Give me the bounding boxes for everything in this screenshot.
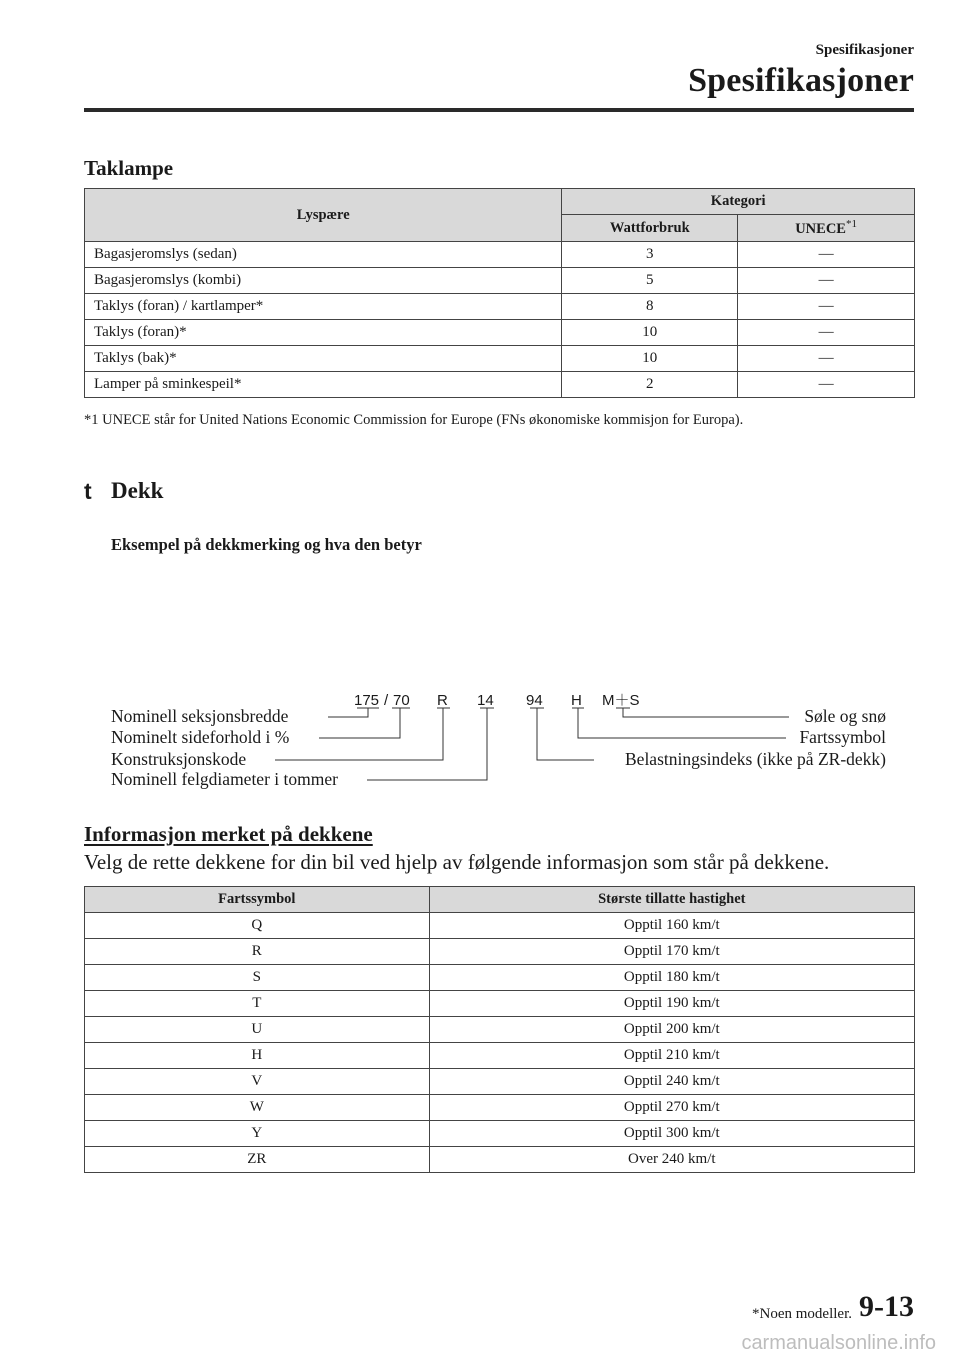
watt-value: 2 (562, 372, 738, 398)
max-speed: Opptil 200 km/t (429, 1017, 914, 1043)
label-load: Belastningsindeks (ikke på ZR-dekk) (625, 749, 886, 769)
code-slash: / (384, 692, 389, 709)
table-row (85, 991, 915, 1017)
max-speed: Opptil 210 km/t (429, 1043, 914, 1069)
table-row (85, 242, 915, 268)
speed-symbol: U (85, 1017, 430, 1043)
speed-symbol: T (85, 991, 430, 1017)
table-row (85, 965, 915, 991)
tire-marking-diagram (0, 680, 960, 790)
code-speed: H (571, 692, 582, 709)
max-speed: Opptil 240 km/t (429, 1069, 914, 1095)
label-speed: Fartssymbol (799, 727, 886, 747)
tire-info-text: Velg de rette dekkene for din bil ved hjelp av følgende informasjon som står på dekkene. (84, 850, 830, 874)
max-speed: Opptil 160 km/t (429, 913, 914, 939)
watt-value: 8 (562, 294, 738, 320)
table-row (85, 939, 915, 965)
dekk-title: Dekk (111, 478, 164, 503)
col-header-speed-symbol: Fartssymbol (85, 887, 430, 913)
leader-lines (275, 708, 789, 780)
table-row (85, 1147, 915, 1173)
unece-footnote: *1 UNECE står for United Nations Economic Commission for Europe (FNs økonomiske kommisjon for Europa). (84, 412, 744, 428)
unece-value: — (738, 320, 915, 346)
table-row (85, 372, 915, 398)
table-row (85, 320, 915, 346)
max-speed: Opptil 190 km/t (429, 991, 914, 1017)
code-ratio: 70 (393, 692, 410, 709)
header-section-title: Spesifikasjoner (688, 62, 914, 99)
speed-symbol: S (85, 965, 430, 991)
table-row (85, 1095, 915, 1121)
col-header-unece-sup: *1 (845, 218, 857, 231)
max-speed: Opptil 170 km/t (429, 939, 914, 965)
code-load: 94 (526, 692, 543, 709)
table-row (85, 1121, 915, 1147)
unece-value: — (738, 372, 915, 398)
speed-symbol: R (85, 939, 430, 965)
tire-example-title: Eksempel på dekkmerking og hva den betyr (111, 535, 422, 554)
label-construction: Konstruksjonskode (111, 749, 247, 769)
unece-value: — (738, 346, 915, 372)
tire-info-title: Informasjon merket på dekkene (84, 822, 373, 846)
table-row (85, 1017, 915, 1043)
max-speed: Over 240 km/t (429, 1147, 914, 1173)
label-diameter: Nominell felgdiameter i tommer (111, 769, 338, 789)
col-header-category: Kategori (562, 189, 915, 215)
code-construction: R (437, 692, 448, 709)
unece-value: — (738, 294, 915, 320)
speed-symbol-table (84, 886, 915, 1173)
col-header-bulb: Lyspære (85, 189, 562, 242)
section-bullet-icon: t (84, 478, 92, 504)
code-ms: M＋S (602, 692, 640, 709)
code-width: 175 (354, 692, 380, 709)
col-header-watt: Wattforbruk (562, 215, 738, 242)
page-number: 9-13 (859, 1290, 914, 1323)
watt-value: 10 (562, 346, 738, 372)
footer-note: *Noen modeller. (752, 1306, 852, 1322)
speed-symbol: Q (85, 913, 430, 939)
table-row (85, 913, 915, 939)
watermark: carmanualsonline.info (741, 1332, 936, 1354)
code-diameter: 14 (477, 692, 494, 709)
bulb-name: Taklys (bak)* (85, 346, 562, 372)
bulb-name: Bagasjeromslys (kombi) (85, 268, 562, 294)
col-header-max-speed: Største tillatte hastighet (429, 887, 914, 913)
bulb-name: Taklys (foran)* (85, 320, 562, 346)
col-header-unece-text: UNECE (795, 220, 846, 237)
col-header-unece (738, 215, 915, 242)
bulb-name: Lamper på sminkespeil* (85, 372, 562, 398)
unece-value: — (738, 242, 915, 268)
max-speed: Opptil 180 km/t (429, 965, 914, 991)
max-speed: Opptil 300 km/t (429, 1121, 914, 1147)
unece-value: — (738, 268, 915, 294)
bulb-name: Bagasjeromslys (sedan) (85, 242, 562, 268)
label-ms: Søle og snø (804, 706, 886, 726)
table-row (85, 1069, 915, 1095)
label-ratio: Nominelt sideforhold i % (111, 727, 290, 747)
table-row (85, 1043, 915, 1069)
speed-symbol: H (85, 1043, 430, 1069)
table-row (85, 346, 915, 372)
bulb-name: Taklys (foran) / kartlamper* (85, 294, 562, 320)
header-section-small: Spesifikasjoner (815, 42, 914, 58)
label-width: Nominell seksjonsbredde (111, 706, 289, 726)
table-row (85, 268, 915, 294)
speed-symbol: V (85, 1069, 430, 1095)
header-rule (84, 108, 914, 112)
watt-value: 10 (562, 320, 738, 346)
speed-symbol: Y (85, 1121, 430, 1147)
max-speed: Opptil 270 km/t (429, 1095, 914, 1121)
watt-value: 3 (562, 242, 738, 268)
speed-symbol: W (85, 1095, 430, 1121)
watt-value: 5 (562, 268, 738, 294)
taklampe-title: Taklampe (84, 156, 174, 180)
taklampe-table (84, 188, 915, 398)
speed-symbol: ZR (85, 1147, 430, 1173)
table-row (85, 294, 915, 320)
